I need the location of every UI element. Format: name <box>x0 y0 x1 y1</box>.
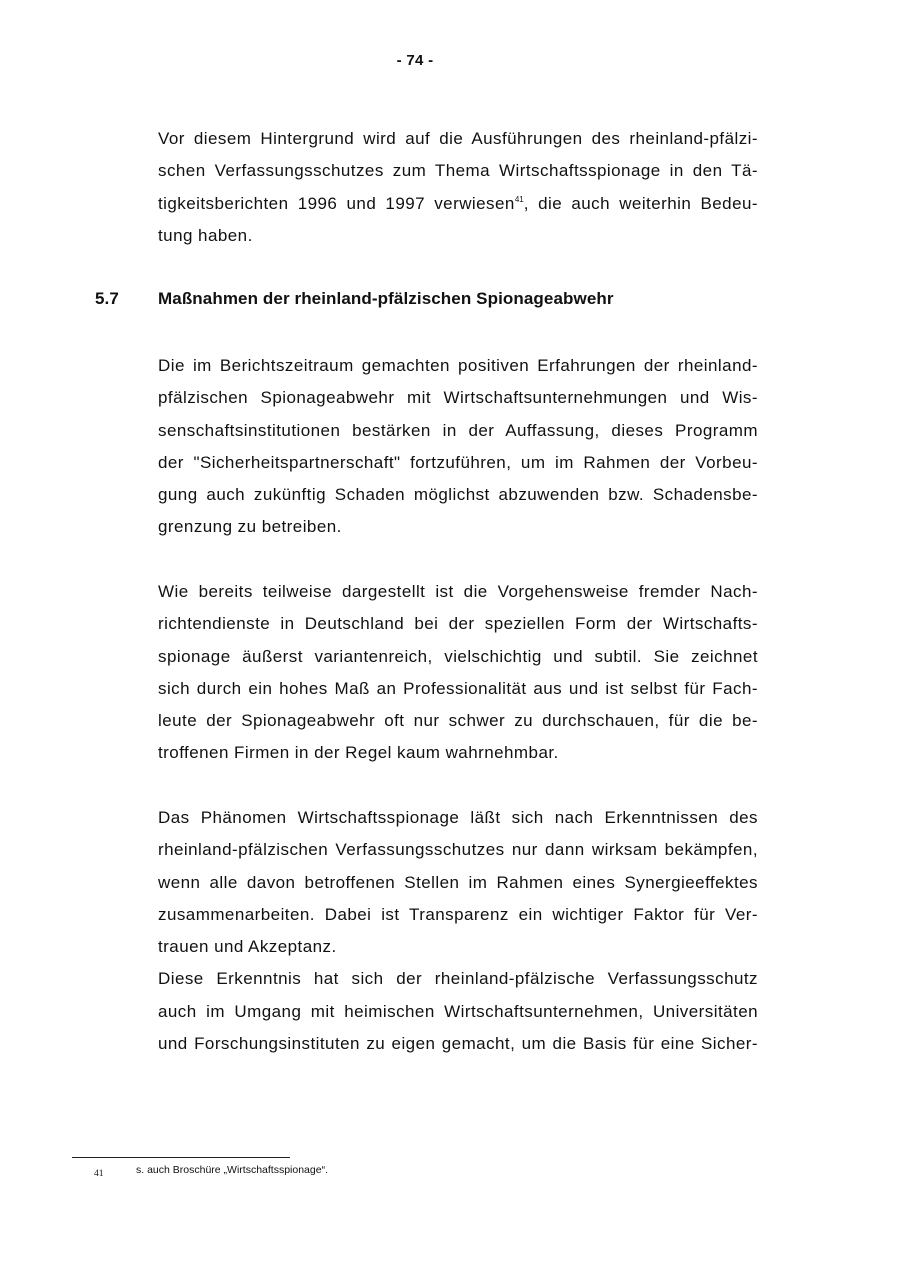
text-line: tung haben. <box>158 225 253 245</box>
page-number: - 74 - <box>396 52 434 69</box>
footnote-text: s. auch Broschüre „Wirtschaftsspionage“. <box>136 1164 328 1176</box>
footnote-reference[interactable]: 41 <box>514 194 524 204</box>
text-line: Das Phänomen Wirtschaftsspionage läßt sich nach Erkenntnissen des <box>158 808 758 827</box>
text-line: der "Sicherheitspartnerschaft" fortzuführen, um im Rahmen der Vorbeu- <box>158 452 758 472</box>
text-line: pfälzischen Spionageabwehr mit Wirtschaftsunternehmungen und Wis- <box>158 388 758 408</box>
text-line: richtendienste in Deutschland bei der speziellen Form der Wirtschafts- <box>158 614 758 634</box>
text-line: und Forschungsinstituten zu eigen gemacht, um die Basis für eine Sicher- <box>158 1034 758 1054</box>
text-line: Vor diesem Hintergrund wird auf die Ausführungen des rheinland-pfälzi- <box>158 129 758 148</box>
paragraph-3 <box>158 576 758 770</box>
text-line: Wie bereits teilweise dargestellt ist die Vorgehensweise fremder Nach- <box>158 582 758 601</box>
text-line <box>158 188 758 220</box>
text-line: gung auch zukünftig Schaden möglichst abzuwenden bzw. Schadensbe- <box>158 485 758 505</box>
text-line: Die im Berichtszeitraum gemachten positiven Erfahrungen der rheinland- <box>158 356 758 375</box>
paragraph-2 <box>158 350 758 544</box>
text-line: rheinland-pfälzischen Verfassungsschutzes nur dann wirksam bekämpfen, <box>158 840 758 860</box>
text-fragment: tigkeitsberichten 1996 und 1997 verwiesen <box>158 193 515 213</box>
text-line: schen Verfassungsschutzes zum Thema Wirtschaftsspionage in den Tä- <box>158 161 758 181</box>
text-line: leute der Spionageabwehr oft nur schwer zu durchschauen, für die be- <box>158 711 758 731</box>
text-line: zusammenarbeiten. Dabei ist Transparenz ein wichtiger Faktor für Ver- <box>158 904 758 924</box>
footnote-number: 41 <box>94 1169 104 1179</box>
footnote <box>94 1164 328 1179</box>
footnote-separator <box>72 1157 290 1158</box>
section-number: 5.7 <box>95 289 119 308</box>
paragraph-4 <box>158 802 758 1060</box>
text-line: spionage äußerst variantenreich, vielschichtig und subtil. Sie zeichnet <box>158 646 758 666</box>
text-line: grenzung zu betreiben. <box>158 517 342 537</box>
intro-paragraph <box>158 123 758 252</box>
text-line: Diese Erkenntnis hat sich der rheinland-pfälzische Verfassungsschutz <box>158 969 758 989</box>
text-line: auch im Umgang mit heimischen Wirtschaftsunternehmen, Universitäten <box>158 1001 758 1021</box>
text-line: troffenen Firmen in der Regel kaum wahrnehmbar. <box>158 743 559 763</box>
text-line: trauen und Akzeptanz. <box>158 937 337 957</box>
text-line: sich durch ein hohes Maß an Professionalität aus und ist selbst für Fach- <box>158 678 758 698</box>
text-fragment: , die auch weiterhin Bedeu- <box>523 193 758 213</box>
section-title: Maßnahmen der rheinland-pfälzischen Spionageabwehr <box>158 289 614 308</box>
text-line: wenn alle davon betroffenen Stellen im Rahmen eines Synergieeffektes <box>158 872 758 892</box>
text-line: senschaftsinstitutionen bestärken in der Auffassung, dieses Programm <box>158 420 758 440</box>
section-heading <box>95 289 775 309</box>
